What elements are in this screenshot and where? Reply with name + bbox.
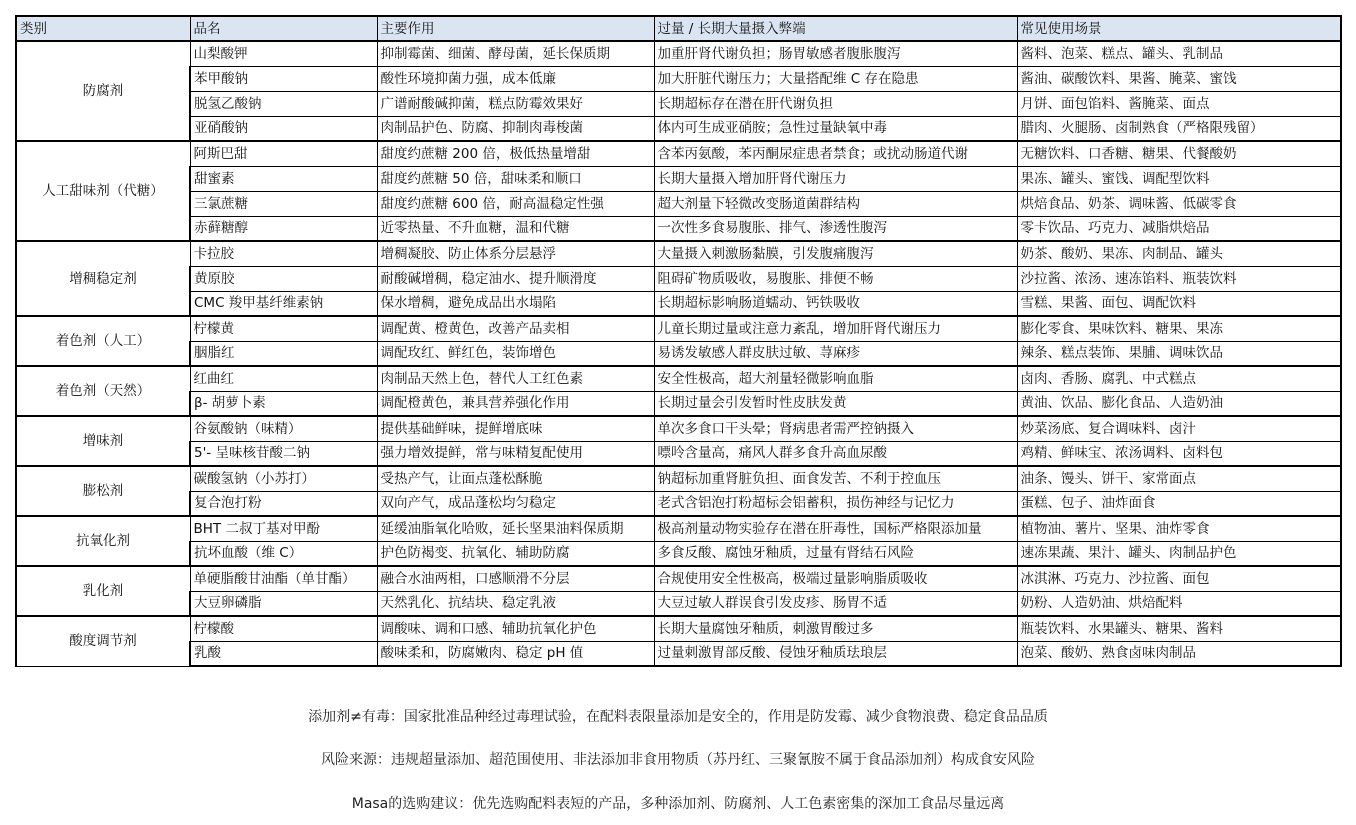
excess-harm-cell: 超大剂量下轻微改变肠道菌群结构	[654, 191, 1017, 216]
category-cell: 防腐剂	[16, 41, 190, 141]
main-function-cell: 近零热量、不升血糖，温和代糖	[377, 216, 654, 241]
product-name-cell: 乳酸	[190, 641, 377, 666]
table-row	[16, 391, 1341, 416]
product-name-cell: 复合泡打粉	[190, 491, 377, 516]
table-row	[16, 66, 1341, 91]
usage-scenario-cell: 雪糕、果酱、面包、调配饮料	[1017, 291, 1341, 316]
table-row	[16, 491, 1341, 516]
usage-scenario-cell: 蛋糕、包子、油炸面食	[1017, 491, 1341, 516]
product-name-cell: 红曲红	[190, 366, 377, 391]
main-function-cell: 调酸味、调和口感、辅助抗氧化护色	[377, 616, 654, 641]
product-name-cell: 三氯蔗糖	[190, 191, 377, 216]
note-shopping-advice: Masa的选购建议：优先选购配料表短的产品，多种添加剂、防腐剂、人工色素密集的深加工食品尽量远离	[351, 796, 1005, 812]
usage-scenario-cell: 黄油、饮品、膨化食品、人造奶油	[1017, 391, 1341, 416]
main-function-cell: 甜度约蔗糖 200 倍，极低热量增甜	[377, 141, 654, 166]
usage-scenario-cell: 泡菜、酸奶、熟食卤味肉制品	[1017, 641, 1341, 666]
excess-harm-cell: 过量刺激胃部反酸、侵蚀牙釉质珐琅层	[654, 641, 1017, 666]
excess-harm-cell: 嘌呤含量高，痛风人群多食升高血尿酸	[654, 441, 1017, 466]
product-name-cell: 卡拉胶	[190, 241, 377, 266]
product-name-cell: 单硬脂酸甘油酯（单甘酯）	[190, 566, 377, 591]
product-name-cell: 黄原胶	[190, 266, 377, 291]
excess-harm-cell: 合规使用安全性极高，极端过量影响脂质吸收	[654, 566, 1017, 591]
table-row	[16, 466, 1341, 491]
main-function-cell: 肉制品护色、防腐、抑制肉毒梭菌	[377, 116, 654, 141]
usage-scenario-cell: 零卡饮品、巧克力、减脂烘焙品	[1017, 216, 1341, 241]
header-product-name: 品名	[190, 16, 377, 41]
table-row	[16, 366, 1341, 391]
main-function-cell: 抑制霉菌、细菌、酵母菌，延长保质期	[377, 41, 654, 66]
category-cell: 膨松剂	[16, 466, 190, 516]
category-cell: 抗氧化剂	[16, 516, 190, 566]
category-cell: 着色剂（天然）	[16, 366, 190, 416]
table-header-row	[16, 16, 1341, 41]
table-row	[16, 416, 1341, 441]
usage-scenario-cell: 酱油、碳酸饮料、果酱、腌菜、蜜饯	[1017, 66, 1341, 91]
product-name-cell: 柠檬酸	[190, 616, 377, 641]
table-row	[16, 141, 1341, 166]
excess-harm-cell: 大豆过敏人群误食引发皮疹、肠胃不适	[654, 591, 1017, 616]
note-risk-source: 风险来源：违规超量添加、超范围使用、非法添加非食用物质（苏丹红、三聚氰胺不属于食品添加剂）构成食安风险	[321, 752, 1035, 768]
main-function-cell: 增稠凝胶、防止体系分层悬浮	[377, 241, 654, 266]
usage-scenario-cell: 卤肉、香肠、腐乳、中式糕点	[1017, 366, 1341, 391]
usage-scenario-cell: 鸡精、鲜味宝、浓汤调料、卤料包	[1017, 441, 1341, 466]
table-row	[16, 441, 1341, 466]
table-row	[16, 566, 1341, 591]
table-row	[16, 616, 1341, 641]
product-name-cell: 苯甲酸钠	[190, 66, 377, 91]
table-row	[16, 216, 1341, 241]
usage-scenario-cell: 月饼、面包馅料、酱腌菜、面点	[1017, 91, 1341, 116]
main-function-cell: 融合水油两相，口感顺滑不分层	[377, 566, 654, 591]
header-category: 类别	[16, 16, 190, 41]
header-main-function: 主要作用	[377, 16, 654, 41]
usage-scenario-cell: 奶茶、酸奶、果冻、肉制品、罐头	[1017, 241, 1341, 266]
main-function-cell: 调配橙黄色，兼具营养强化作用	[377, 391, 654, 416]
main-function-cell: 广谱耐酸碱抑菌，糕点防霉效果好	[377, 91, 654, 116]
product-name-cell: 大豆卵磷脂	[190, 591, 377, 616]
product-name-cell: 甜蜜素	[190, 166, 377, 191]
table-row	[16, 116, 1341, 141]
product-name-cell: 阿斯巴甜	[190, 141, 377, 166]
product-name-cell: 山梨酸钾	[190, 41, 377, 66]
category-cell: 着色剂（人工）	[16, 316, 190, 366]
table-row	[16, 191, 1341, 216]
category-cell: 人工甜味剂（代糖）	[16, 141, 190, 241]
usage-scenario-cell: 沙拉酱、浓汤、速冻馅料、瓶装饮料	[1017, 266, 1341, 291]
usage-scenario-cell: 膨化零食、果味饮料、糖果、果冻	[1017, 316, 1341, 341]
main-function-cell: 酸性环境抑菌力强，成本低廉	[377, 66, 654, 91]
main-function-cell: 甜度约蔗糖 50 倍，甜味柔和顺口	[377, 166, 654, 191]
usage-scenario-cell: 冰淇淋、巧克力、沙拉酱、面包	[1017, 566, 1341, 591]
excess-harm-cell: 长期超标存在潜在肝代谢负担	[654, 91, 1017, 116]
product-name-cell: 胭脂红	[190, 341, 377, 366]
table-row	[16, 291, 1341, 316]
main-function-cell: 提供基础鲜味，提鲜增底味	[377, 416, 654, 441]
main-function-cell: 调配玫红、鲜红色，装饰增色	[377, 341, 654, 366]
excess-harm-cell: 单次多食口干头晕；肾病患者需严控钠摄入	[654, 416, 1017, 441]
main-function-cell: 护色防褐变、抗氧化、辅助防腐	[377, 541, 654, 566]
excess-harm-cell: 儿童长期过量或注意力紊乱，增加肝肾代谢压力	[654, 316, 1017, 341]
usage-scenario-cell: 酱料、泡菜、糕点、罐头、乳制品	[1017, 41, 1341, 66]
excess-harm-cell: 多食反酸、腐蚀牙釉质，过量有肾结石风险	[654, 541, 1017, 566]
product-name-cell: 5'- 呈味核苷酸二钠	[190, 441, 377, 466]
table-row	[16, 266, 1341, 291]
product-name-cell: 柠檬黄	[190, 316, 377, 341]
table-row	[16, 241, 1341, 266]
header-usage-scenarios: 常见使用场景	[1017, 16, 1341, 41]
table-row	[16, 541, 1341, 566]
product-name-cell: BHT 二叔丁基对甲酚	[190, 516, 377, 541]
category-cell: 增稠稳定剂	[16, 241, 190, 316]
main-function-cell: 双向产气，成品蓬松均匀稳定	[377, 491, 654, 516]
main-function-cell: 天然乳化、抗结块、稳定乳液	[377, 591, 654, 616]
product-name-cell: 脱氢乙酸钠	[190, 91, 377, 116]
category-cell: 乳化剂	[16, 566, 190, 616]
excess-harm-cell: 加大肝脏代谢压力；大量搭配维 C 存在隐患	[654, 66, 1017, 91]
main-function-cell: 肉制品天然上色，替代人工红色素	[377, 366, 654, 391]
main-function-cell: 保水增稠，避免成品出水塌陷	[377, 291, 654, 316]
excess-harm-cell: 加重肝肾代谢负担；肠胃敏感者腹胀腹泻	[654, 41, 1017, 66]
excess-harm-cell: 极高剂量动物实验存在潜在肝毒性，国标严格限添加量	[654, 516, 1017, 541]
excess-harm-cell: 阻碍矿物质吸收，易腹胀、排便不畅	[654, 266, 1017, 291]
excess-harm-cell: 长期大量腐蚀牙釉质，刺激胃酸过多	[654, 616, 1017, 641]
usage-scenario-cell: 油条、馒头、饼干、家常面点	[1017, 466, 1341, 491]
usage-scenario-cell: 腊肉、火腿肠、卤制熟食（严格限残留）	[1017, 116, 1341, 141]
product-name-cell: 抗坏血酸（维 C）	[190, 541, 377, 566]
table-row	[16, 91, 1341, 116]
product-name-cell: 亚硝酸钠	[190, 116, 377, 141]
table-row	[16, 316, 1341, 341]
table-row	[16, 166, 1341, 191]
usage-scenario-cell: 瓶装饮料、水果罐头、糖果、酱料	[1017, 616, 1341, 641]
main-function-cell: 调配黄、橙黄色，改善产品卖相	[377, 316, 654, 341]
excess-harm-cell: 体内可生成亚硝胺；急性过量缺氧中毒	[654, 116, 1017, 141]
excess-harm-cell: 长期超标影响肠道蠕动、钙铁吸收	[654, 291, 1017, 316]
product-name-cell: 赤藓糖醇	[190, 216, 377, 241]
main-function-cell: 受热产气，让面点蓬松酥脆	[377, 466, 654, 491]
excess-harm-cell: 易诱发敏感人群皮肤过敏、荨麻疹	[654, 341, 1017, 366]
product-name-cell: 碳酸氢钠（小苏打）	[190, 466, 377, 491]
main-function-cell: 延缓油脂氧化哈败，延长坚果油料保质期	[377, 516, 654, 541]
usage-scenario-cell: 辣条、糕点装饰、果脯、调味饮品	[1017, 341, 1341, 366]
table-row	[16, 41, 1341, 66]
excess-harm-cell: 大量摄入刺激肠黏膜，引发腹痛腹泻	[654, 241, 1017, 266]
excess-harm-cell: 长期过量会引发暂时性皮肤发黄	[654, 391, 1017, 416]
excess-harm-cell: 钠超标加重肾脏负担、面食发苦、不利于控血压	[654, 466, 1017, 491]
excess-harm-cell: 安全性极高，超大剂量轻微影响血脂	[654, 366, 1017, 391]
table-row	[16, 341, 1341, 366]
excess-harm-cell: 老式含铝泡打粉超标会铝蓄积，损伤神经与记忆力	[654, 491, 1017, 516]
usage-scenario-cell: 果冻、罐头、蜜饯、调配型饮料	[1017, 166, 1341, 191]
main-function-cell: 强力增效提鲜，常与味精复配使用	[377, 441, 654, 466]
table-row	[16, 591, 1341, 616]
main-function-cell: 甜度约蔗糖 600 倍，耐高温稳定性强	[377, 191, 654, 216]
excess-harm-cell: 长期大量摄入增加肝肾代谢压力	[654, 166, 1017, 191]
table-row	[16, 641, 1341, 666]
excess-harm-cell: 含苯丙氨酸，苯丙酮尿症患者禁食；或扰动肠道代谢	[654, 141, 1017, 166]
usage-scenario-cell: 炒菜汤底、复合调味料、卤汁	[1017, 416, 1341, 441]
header-excess-harm: 过量 / 长期大量摄入弊端	[654, 16, 1017, 41]
usage-scenario-cell: 奶粉、人造奶油、烘焙配料	[1017, 591, 1341, 616]
category-cell: 酸度调节剂	[16, 616, 190, 666]
usage-scenario-cell: 无糖饮料、口香糖、糖果、代餐酸奶	[1017, 141, 1341, 166]
product-name-cell: 谷氨酸钠（味精）	[190, 416, 377, 441]
category-cell: 增味剂	[16, 416, 190, 466]
main-function-cell: 耐酸碱增稠，稳定油水、提升顺滑度	[377, 266, 654, 291]
table-row	[16, 516, 1341, 541]
excess-harm-cell: 一次性多食易腹胀、排气、渗透性腹泻	[654, 216, 1017, 241]
product-name-cell: β- 胡萝卜素	[190, 391, 377, 416]
main-function-cell: 酸味柔和，防腐嫩肉、稳定 pH 值	[377, 641, 654, 666]
usage-scenario-cell: 速冻果蔬、果汁、罐头、肉制品护色	[1017, 541, 1341, 566]
note-safety: 添加剂≠有毒：国家批准品种经过毒理试验，在配料表限量添加是安全的，作用是防发霉、减少食物浪费、稳定食品品质	[308, 709, 1048, 725]
product-name-cell: CMC 羧甲基纤维素钠	[190, 291, 377, 316]
food-additives-table	[15, 15, 1342, 667]
usage-scenario-cell: 植物油、薯片、坚果、油炸零食	[1017, 516, 1341, 541]
usage-scenario-cell: 烘焙食品、奶茶、调味酱、低碳零食	[1017, 191, 1341, 216]
